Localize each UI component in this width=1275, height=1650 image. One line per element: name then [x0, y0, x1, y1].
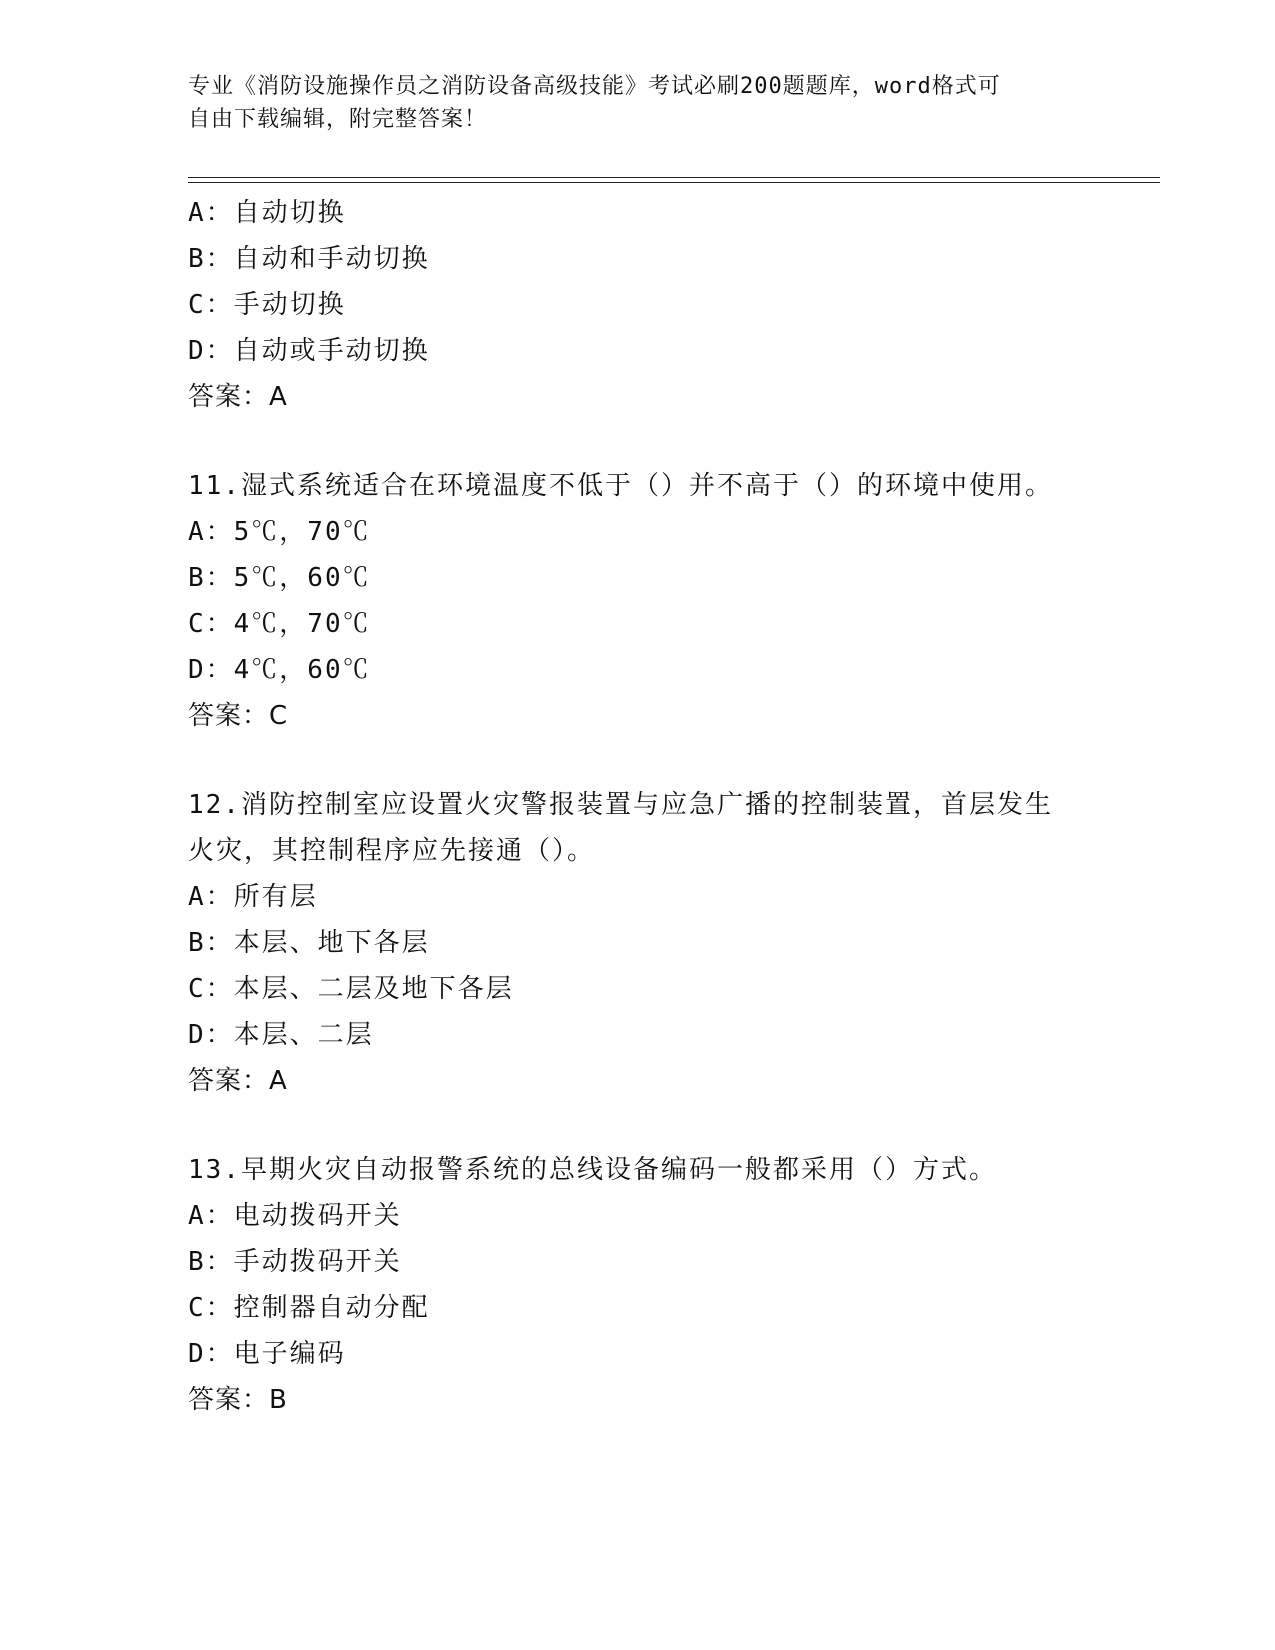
question-text: 11.湿式系统适合在环境温度不低于（）并不高于（）的环境中使用。 [188, 471, 1053, 501]
block-spacer [188, 420, 1138, 463]
question-text: 13.早期火灾自动报警系统的总线设备编码一般都采用（）方式。 [188, 1155, 997, 1185]
question-text-continued: 火灾，其控制程序应先接通（）。 [188, 836, 596, 866]
answer-line: 答案：A [188, 382, 288, 412]
answer-line: 答案：A [188, 1066, 288, 1096]
option-line: B：5℃，60℃ [188, 563, 371, 593]
question-block-10 [188, 190, 1138, 420]
question-text: 12.消防控制室应设置火灾警报装置与应急广播的控制装置，首层发生 [188, 790, 1053, 820]
header-line-1: 专业《消防设施操作员之消防设备高级技能》考试必刷200题题库，word格式可 [188, 74, 1001, 99]
option-line: A：自动切换 [188, 198, 346, 228]
option-line: B：手动拨码开关 [188, 1247, 402, 1277]
option-line: C：4℃，70℃ [188, 609, 371, 639]
header-divider-top [188, 177, 1160, 178]
document-header [188, 70, 1088, 136]
option-line: C：手动切换 [188, 290, 346, 320]
block-spacer [188, 1104, 1138, 1147]
option-line: B：自动和手动切换 [188, 244, 430, 274]
option-line: D：电子编码 [188, 1339, 346, 1369]
question-block-11 [188, 463, 1138, 739]
answer-line: 答案：C [188, 701, 289, 731]
option-line: D：4℃，60℃ [188, 655, 371, 685]
option-line: D：本层、二层 [188, 1020, 374, 1050]
option-line: C：控制器自动分配 [188, 1293, 430, 1323]
block-spacer [188, 739, 1138, 782]
option-line: A：电动拨码开关 [188, 1201, 402, 1231]
option-line: C：本层、二层及地下各层 [188, 974, 514, 1004]
header-line-2: 自由下载编辑，附完整答案！ [188, 107, 488, 132]
option-line: B：本层、地下各层 [188, 928, 430, 958]
question-list [188, 190, 1138, 1423]
header-divider-bottom [188, 182, 1160, 183]
question-block-13 [188, 1147, 1138, 1423]
option-line: A：5℃，70℃ [188, 517, 371, 547]
option-line: A：所有层 [188, 882, 318, 912]
question-block-12 [188, 782, 1138, 1104]
option-line: D：自动或手动切换 [188, 336, 430, 366]
answer-line: 答案：B [188, 1385, 288, 1415]
